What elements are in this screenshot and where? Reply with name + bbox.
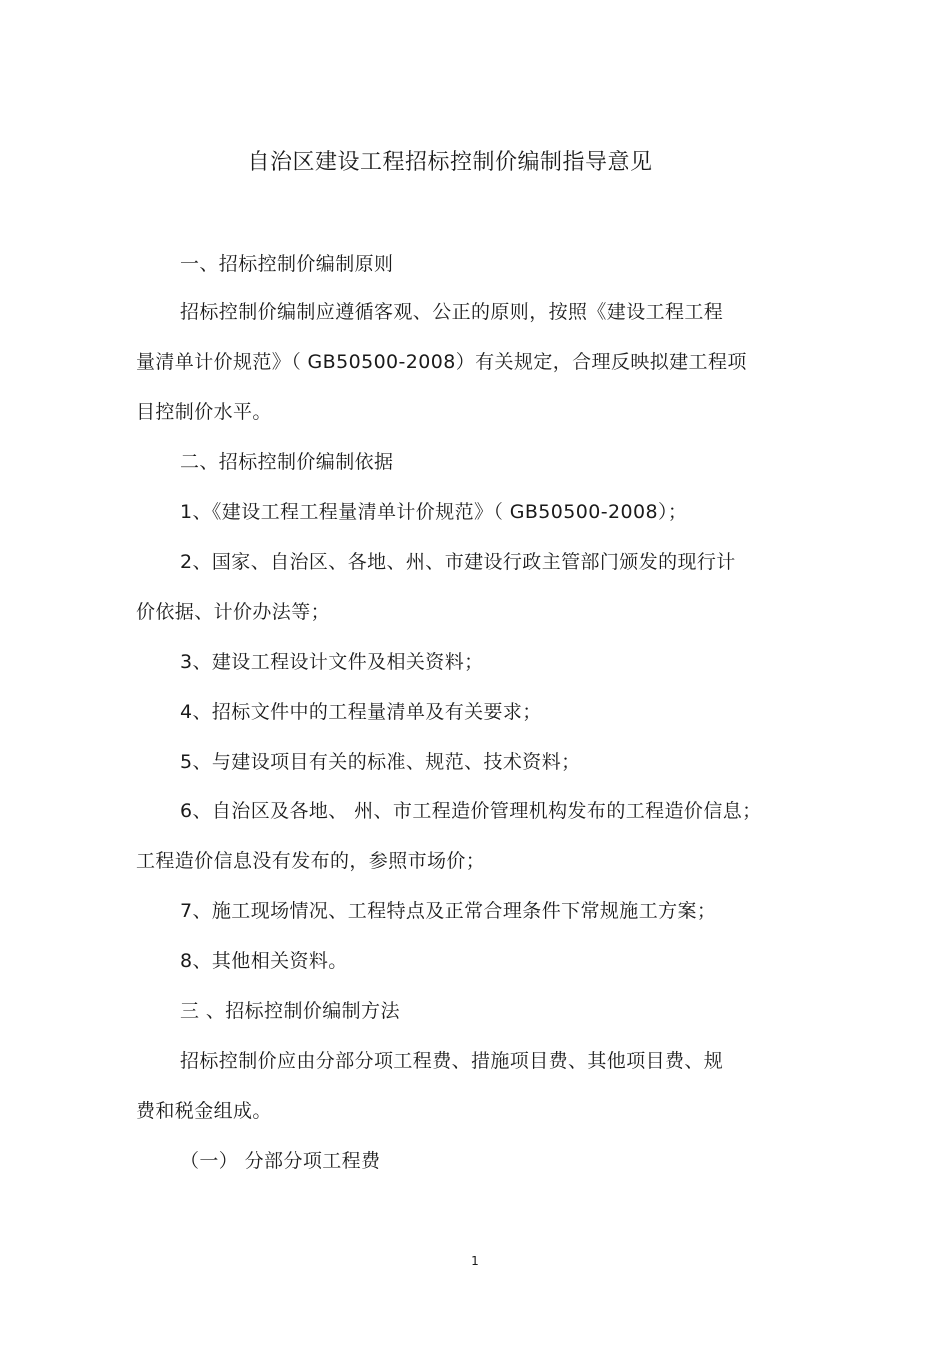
list-item: 1、《建设工程工程量清单计价规范》（ GB50500-2008）； <box>180 501 688 523</box>
section-heading-3: 三 、招标控制价编制方法 <box>180 1000 400 1022</box>
list-item: 5、与建设项目有关的标准、规范、技术资料； <box>180 751 581 773</box>
list-item-continuation: 工程造价信息没有发布的，参照市场价； <box>136 850 486 872</box>
list-item-continuation: 价依据、计价办法等； <box>136 601 331 623</box>
paragraph-line: 费和税金组成。 <box>136 1100 272 1122</box>
list-item: 3、建设工程设计文件及相关资料； <box>180 651 484 673</box>
list-item: 8、其他相关资料。 <box>180 950 348 972</box>
list-item: 7、施工现场情况、工程特点及正常合理条件下常规施工方案； <box>180 900 717 922</box>
section-heading-2: 二、招标控制价编制依据 <box>180 451 394 473</box>
document-title: 自治区建设工程招标控制价编制指导意见 <box>247 150 653 175</box>
list-item: 2、国家、自治区、各地、州、市建设行政主管部门颁发的现行计 <box>180 551 736 573</box>
paragraph-line: 量清单计价规范》（ GB50500-2008）有关规定，合理反映拟建工程项 <box>136 351 747 373</box>
list-item: 6、自治区及各地、 州、市工程造价管理机构发布的工程造价信息； <box>180 800 762 822</box>
section-heading-1: 一、招标控制价编制原则 <box>180 253 394 275</box>
paragraph-line: 招标控制价编制应遵循客观、公正的原则，按照《建设工程工程 <box>180 301 724 323</box>
paragraph-line: 目控制价水平。 <box>136 401 272 423</box>
subsection-heading: （一） 分部分项工程费 <box>180 1150 381 1172</box>
paragraph-line: 招标控制价应由分部分项工程费、措施项目费、其他项目费、规 <box>180 1050 724 1072</box>
list-item: 4、招标文件中的工程量清单及有关要求； <box>180 701 542 723</box>
page-number: 1 <box>471 1254 479 1268</box>
